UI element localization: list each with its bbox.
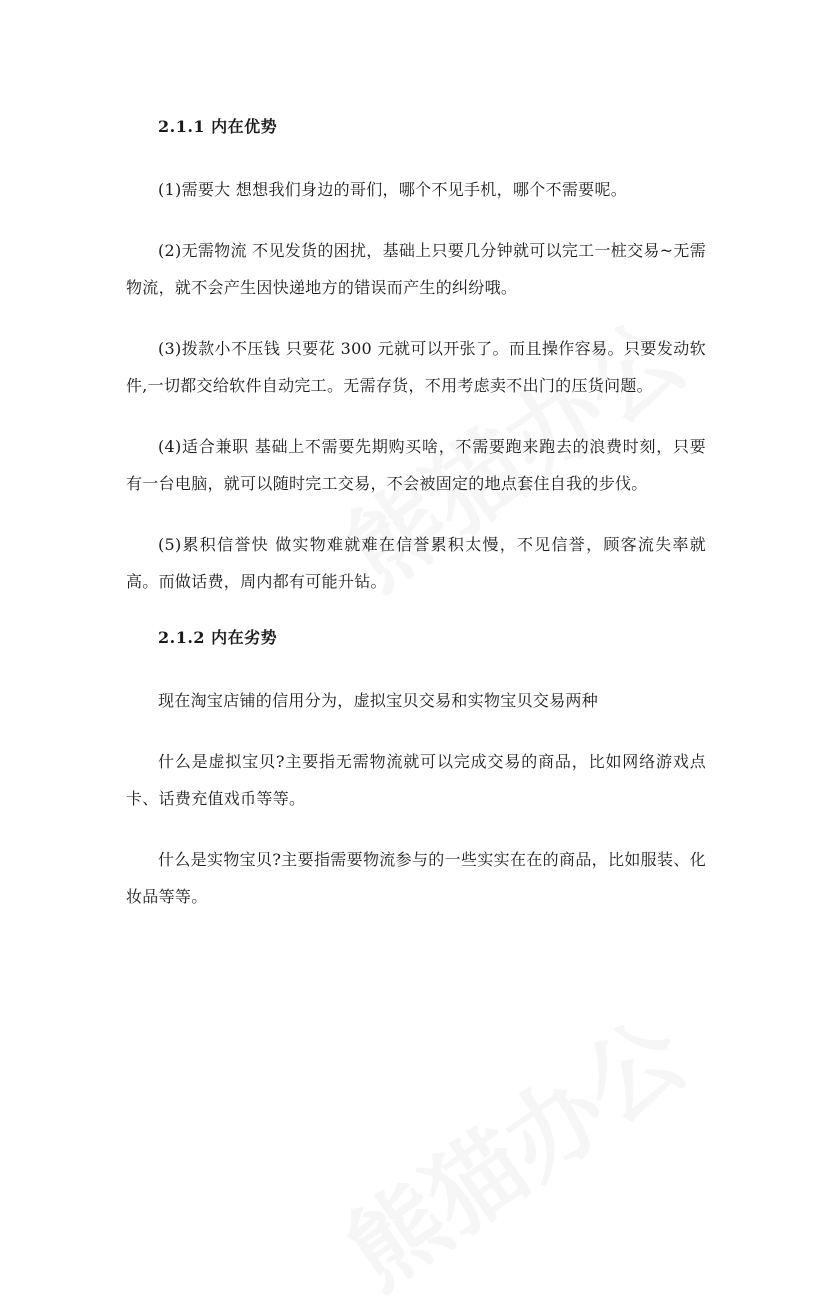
paragraph: (5)累积信誉快 做实物难就难在信誉累积太慢，不见信誉，顾客流失率就高。而做话费，周内都有可能升钻。 bbox=[126, 535, 706, 591]
section-heading: 2.1.2 内在劣势 bbox=[158, 628, 278, 647]
document-body bbox=[126, 113, 706, 915]
paragraph: 什么是虚拟宝贝?主要指无需物流就可以完成交易的商品，比如网络游戏点卡、话费充值戏币等等。 bbox=[126, 752, 706, 808]
paragraph: 什么是实物宝贝?主要指需要物流参与的一些实实在在的商品，比如服装、化妆品等等。 bbox=[126, 850, 706, 906]
paragraph: (3)拨款小不压钱 只要花 300 元就可以开张了。而且操作容易。只要发动软件,一切都交给软件自动完工。无需存货，不用考虑卖不出门的压货问题。 bbox=[126, 339, 706, 395]
paragraph: 现在淘宝店铺的信用分为，虚拟宝贝交易和实物宝贝交易两种 bbox=[158, 691, 599, 710]
paragraph: (4)适合兼职 基础上不需要先期购买啥，不需要跑来跑去的浪费时刻，只要有一台电脑，就可以随时完工交易，不会被固定的地点套住自我的步伐。 bbox=[126, 437, 706, 493]
paragraph: (1)需要大 想想我们身边的哥们，哪个不见手机，哪个不需要呢。 bbox=[158, 180, 628, 199]
watermark bbox=[315, 982, 708, 1314]
paragraph: (2)无需物流 不见发货的困扰，基础上只要几分钟就可以完工一桩交易~无需物流，就不会产生因快递地方的错误而产生的纠纷哦。 bbox=[126, 241, 706, 297]
section-heading: 2.1.1 内在优势 bbox=[158, 117, 278, 136]
